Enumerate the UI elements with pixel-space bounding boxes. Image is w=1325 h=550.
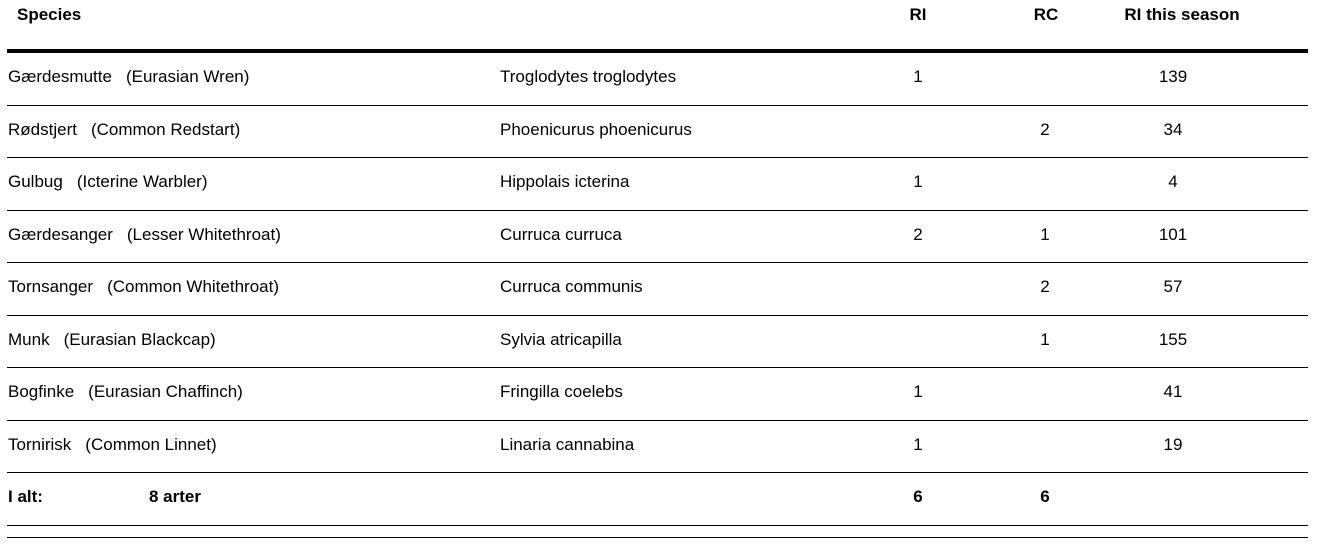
danish-name: Tornsanger [8,277,94,296]
header-rc: RC [1033,5,1059,24]
latin-name: Troglodytes troglodytes [500,67,677,86]
species-name [8,225,281,245]
species-name [8,277,279,297]
rc-value: 1 [1040,329,1050,349]
english-name: (Eurasian Blackcap) [63,329,216,349]
rc-value: 1 [1040,224,1050,244]
season-value: 19 [1163,434,1183,454]
table-row [7,263,1308,316]
latin-name: Curruca curruca [500,224,622,244]
species-name [8,382,243,402]
rc-value: 2 [1040,119,1050,139]
english-name: (Eurasian Chaffinch) [88,382,243,401]
latin-name: Sylvia atricapilla [500,329,622,349]
english-name: (Common Whitethroat) [107,277,279,296]
english-name: (Eurasian Wren) [125,67,250,86]
danish-name: Gærdesanger [8,224,113,244]
english-name: (Icterine Warbler) [76,172,208,191]
table-row [7,368,1308,421]
total-species-count: 8 arter [149,487,201,506]
table-row [7,211,1308,264]
bottom-divider [7,537,1308,538]
ri-value: 2 [913,224,923,244]
season-value: 139 [1158,67,1188,86]
table-row [7,421,1308,474]
species-name [8,120,240,140]
total-ri: 6 [913,487,923,506]
season-value: 101 [1158,224,1188,244]
danish-name: Munk [8,329,50,349]
rc-value: 2 [1040,277,1050,296]
ri-value: 1 [913,172,923,191]
ri-value: 1 [913,67,923,86]
danish-name: Rødstjert [8,119,77,139]
species-name [8,172,208,192]
ri-value: 1 [913,434,923,454]
species-name [8,67,249,87]
ri-value: 1 [913,382,923,401]
danish-name: Gulbug [8,172,63,191]
table-row [7,53,1308,106]
table-header [0,0,1325,32]
season-value: 41 [1163,382,1183,401]
latin-name: Linaria cannabina [500,434,635,454]
english-name: (Common Linnet) [85,434,217,454]
table-body [7,53,1308,526]
english-name: (Lesser Whitethroat) [126,224,281,244]
season-value: 4 [1168,172,1178,191]
latin-name: Phoenicurus phoenicurus [500,119,692,139]
table-row [7,106,1308,159]
table-row [7,316,1308,369]
total-row [7,473,1308,526]
species-name [8,435,217,455]
danish-name: Gærdesmutte [8,67,112,86]
latin-name: Hippolais icterina [500,172,630,191]
season-value: 34 [1163,119,1183,139]
header-ri: RI [909,5,927,24]
latin-name: Fringilla coelebs [500,382,623,401]
total-label: I alt: [8,487,43,506]
season-value: 57 [1163,277,1183,296]
total-rc: 6 [1040,487,1050,506]
table-row [7,158,1308,211]
header-species: Species [17,5,82,24]
latin-name: Curruca communis [500,277,643,296]
species-name [8,330,216,350]
english-name: (Common Redstart) [90,119,241,139]
season-value: 155 [1158,329,1188,349]
danish-name: Bogfinke [8,382,75,401]
header-ri-this-season: RI this season [1124,5,1240,24]
danish-name: Tornirisk [8,434,72,454]
